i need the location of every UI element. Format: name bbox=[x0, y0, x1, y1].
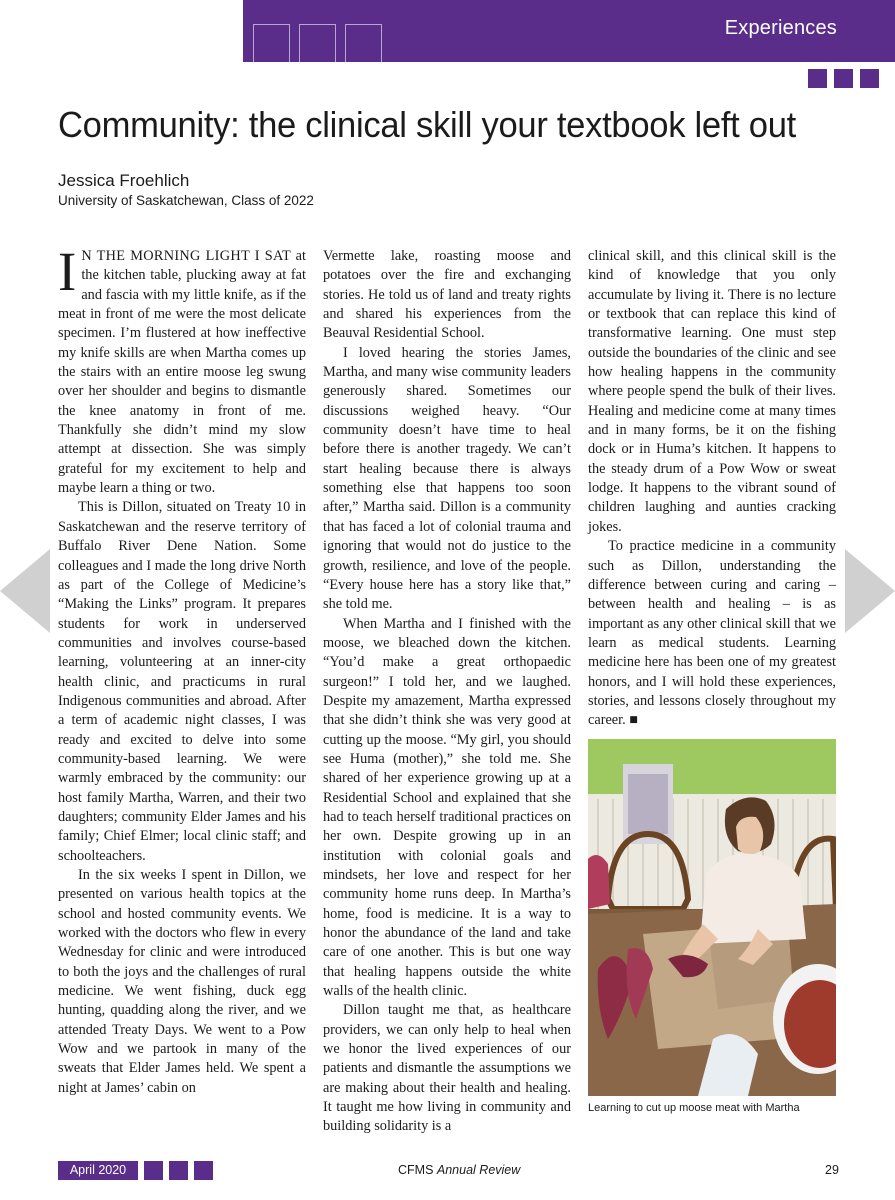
decor-square bbox=[860, 69, 879, 88]
paragraph-text: at the kitchen table, plucking away at fat and fascia with my little knife, as if the meat in front of me were the most delicate specimen. I’m flustered at how ineffective my knife skills are when Martha comes up the stairs with an entire moose leg swung over her shoulder and begins to dismantle the knee anatomy in front of me. Thankfully she didn’t mind my slow attempt at dissection. She was simply grateful for my excitement to help and maybe learn a thing or two. bbox=[58, 248, 306, 497]
paragraph: clinical skill, and this clinical skill is the kind of knowledge that you only accumulate by living it. There is no lecture or textbook that can replace this kind of transformative learning. One must step outside the boundaries of the clinic and see how healing happens in the community where people spend the bulk of their lives. Healing and medicine come at many times and in many forms, be it on the fishing dock or in Huma’s kitchen. It happens to the steady drum of a Pow Wow or sweat lodge. It happens to the vibrant sound of children laughing and aunties cracking jokes. bbox=[588, 248, 836, 535]
banner-box bbox=[345, 24, 382, 62]
paragraph bbox=[588, 537, 836, 730]
paragraph: I loved hearing the stories James, Martha, and many wise community leaders generously shared. Sometimes our discussions weighed heavy. “Our community doesn’t have time to heal before there is another tragedy. We can’t start healing because there is always something else that happens too soon after,” Martha said. Dillon is a community that has faced a lot of colonial trauma and ignoring that would not do justice to the growth, resilience, and love of the people. “Every house here has a story like that,” she told me. bbox=[323, 344, 571, 613]
paragraph bbox=[58, 241, 306, 498]
decor-square bbox=[834, 69, 853, 88]
paragraph: Vermette lake, roasting moose and potatoes over the fire and exchanging stories. He told us of land and treaty rights and shared his experiences from the Beauval Residential School. bbox=[323, 248, 571, 342]
drop-cap: I bbox=[58, 241, 77, 302]
paragraph-text: To practice medicine in a community such as Dillon, understanding the difference between curing and caring – between health and healing – is as important as any other clinical skill that we learn as medical students. Learning medicine here has been one of my greatest honors, and I will hold these experiences, stories, and lessons closely throughout my career. bbox=[588, 538, 836, 729]
article-title: Community: the clinical skill your textbook left out bbox=[58, 104, 796, 145]
paragraph: In the six weeks I spent in Dillon, we presented on various health topics at the school and hosted community events. We worked with the doctors who flew in every Wednesday for clinic and were introduced to both the joys and the challenges of rural medicine. We went fishing, duck egg hunting, quadding along the river, and we attended Treaty Days. We went to a Pow Wow and we partook in many of the sweats that Elder James held. We spent a night at James’ cabin on bbox=[58, 867, 306, 1096]
article-photo bbox=[588, 739, 836, 1096]
paragraph: Dillon taught me that, as healthcare providers, we can only help to heal when we honor the lived experiences of our patients and dismantle the assumptions we are making about their health and healing. It taught me how living in community and building solidarity is a bbox=[323, 1002, 571, 1135]
footer-date: April 2020 bbox=[58, 1161, 138, 1180]
photo-caption: Learning to cut up moose meat with Martha bbox=[588, 1102, 800, 1114]
banner-box bbox=[253, 24, 290, 62]
banner-box bbox=[299, 24, 336, 62]
author-name: Jessica Froehlich bbox=[58, 171, 190, 190]
decor-square bbox=[808, 69, 827, 88]
decor-square bbox=[144, 1161, 163, 1180]
text-column-3 bbox=[588, 247, 836, 731]
photo-illustration bbox=[588, 739, 836, 1096]
opening-smallcaps: N THE MORNING LIGHT I SAT bbox=[81, 248, 292, 264]
header-banner bbox=[243, 0, 895, 62]
decor-square bbox=[169, 1161, 188, 1180]
paragraph: This is Dillon, situated on Treaty 10 in Saskatchewan and the reserve territory of Buffalo River Dene Nation. Some colleagues and I made the long drive North as part of the College of Medicine’s “Making the Links” program. It prepares students for work in underserved communities and involves course-based learning, volunteering at an inner-city health clinic, and practicums in rural Indigenous communities and abroad. After a term of academic night classes, I was ready and excited to delve into some community-based learning. We were warmly embraced by the community: our host family Martha, Warren, and their two daughters; community Elder James and his family; Chief Elmer; local clinic staff; and schoolteachers. bbox=[58, 499, 306, 864]
end-mark: ■ bbox=[625, 712, 638, 729]
next-page-arrow-icon[interactable] bbox=[845, 549, 895, 633]
author-affiliation: University of Saskatchewan, Class of 2022 bbox=[58, 193, 314, 208]
previous-page-arrow-icon[interactable] bbox=[0, 549, 50, 633]
footer-journal-name bbox=[398, 1163, 520, 1177]
paragraph: When Martha and I finished with the moose, we bleached down the kitchen. “You’d make a great orthopaedic surgeon!” I told her, and we laughed. Despite my amazement, Martha expressed that she didn’t think she was very good at cutting up the moose. “My girl, you should see Huma (mother),” she told me. She shared of her experience growing up at a Residential School and explained that she had to teach herself traditional practices on her own. Despite growing up in an institution with colonial goals and mindsets, her love and respect for her community home runs deep. In Martha’s home, food is medicine. It is a way to honor the abundance of the land and take care of one another. This is but one way that healing happens outside the white walls of the health clinic. bbox=[323, 615, 571, 1000]
text-column-2 bbox=[323, 247, 571, 1137]
journal-prefix: CFMS bbox=[398, 1163, 437, 1177]
journal-italic: Annual Review bbox=[436, 1163, 521, 1177]
section-label: Experiences bbox=[724, 17, 837, 39]
text-column-1 bbox=[58, 241, 306, 1098]
page-number: 29 bbox=[825, 1163, 839, 1177]
decor-square bbox=[194, 1161, 213, 1180]
